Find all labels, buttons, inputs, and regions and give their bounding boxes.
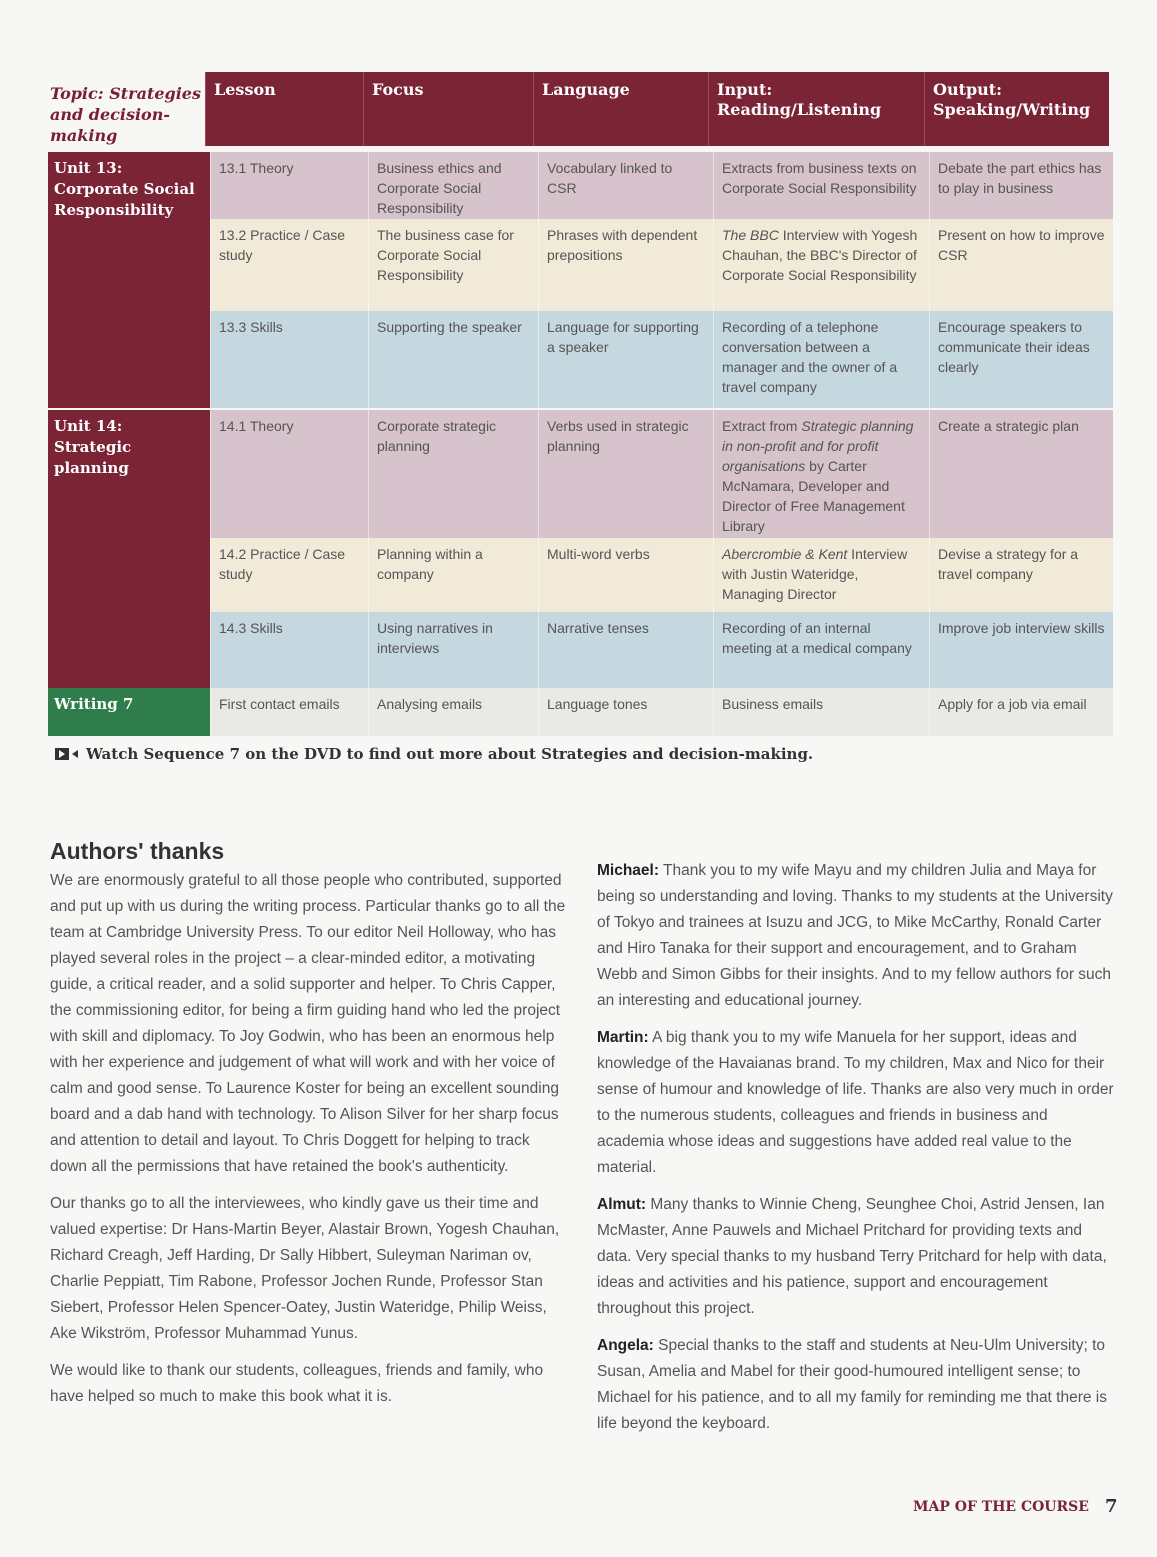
cell-lesson: 13.3 Skills [210, 311, 368, 408]
table-row [210, 688, 1113, 736]
header-focus: Focus [363, 72, 533, 146]
cell-output: Debate the part ethics has to play in business [929, 152, 1113, 219]
author-thanks: A big thank you to my wife Manuela for her support, ideas and knowledge of the Havaianas brand. To my children, Max and Nico for their sense of humour and knowledge of life. Thanks are also very much in order to the numerous students, colleagues and friends in business and academia whose ideas and suggestions have added real value to the material. [597, 1029, 1114, 1176]
table-row [210, 538, 1113, 612]
cell-language: Vocabulary linked to CSR [538, 152, 713, 219]
cell-lesson: 14.1 Theory [210, 410, 368, 538]
cell-output: Encourage speakers to communicate their ideas clearly [929, 311, 1113, 408]
author-thanks: Thank you to my wife Mayu and my children Julia and Maya for being so understanding and loving. Thanks to my students at the University of Tokyo and trainees at Isuzu and JCG, to Mike McCarthy, Ronald Carter and Hiro Tanaka for their support and encouragement, and to Graham Webb and Simon Gibbs for their insights. And to my fellow authors for such an interesting and educational journey. [597, 862, 1113, 1009]
thanks-left-column [50, 868, 568, 1421]
table-row [210, 612, 1113, 688]
cell-input: Business emails [713, 688, 929, 736]
cell-input: Extracts from business texts on Corporate Social Responsibility [713, 152, 929, 219]
unit13-title: Unit 13: Corporate Social Responsibility [48, 152, 210, 408]
cell-language: Language for supporting a speaker [538, 311, 713, 408]
author-thanks: Many thanks to Winnie Cheng, Seunghee Choi, Astrid Jensen, Ian McMaster, Anne Pauwels and Michael Pritchard for providing texts and data. Very special thanks to my husband Terry Pritchard for help with data, ideas and activities and his patience, support and encouragement throughout this project. [597, 1196, 1107, 1317]
cell-lesson: 13.2 Practice / Case study [210, 219, 368, 311]
author-thanks: Special thanks to the staff and students at Neu-Ulm University; to Susan, Amelia and Mabel for their good-humoured intelligent sense; to Michael for his patience, and to all my family for reminding me that there is life beyond the keyboard. [597, 1337, 1108, 1432]
writing7-title: Writing 7 [48, 688, 210, 736]
cell-input: Recording of an internal meeting at a medical company [713, 612, 929, 688]
thanks-paragraph: Our thanks go to all the interviewees, who kindly gave us their time and valued expertise: Dr Hans-Martin Beyer, Alastair Brown, Yogesh Chauhan, Richard Creagh, Jeff Harding, Dr Sally Hibbert, Suleyman Nariman ov, Charlie Peppiatt, Tim Rabone, Professor Jochen Runde, Professor Stan Siebert, Professor Helen Spencer-Oatey, Justin Wateridge, Philip Weiss, Ake Wikström, Professor Muhammad Yunus. [50, 1195, 560, 1342]
cell-focus: Business ethics and Corporate Social Responsibility [368, 152, 538, 219]
thanks-martin [597, 1025, 1117, 1181]
cell-output: Improve job interview skills [929, 612, 1113, 688]
header-input: Input: Reading/Listening [708, 72, 924, 146]
cell-input-pre: Extract from [722, 418, 802, 434]
unit14-title: Unit 14: Strategic planning [48, 410, 210, 688]
header-lesson: Lesson [205, 72, 363, 146]
header-language: Language [533, 72, 708, 146]
cell-language: Phrases with dependent prepositions [538, 219, 713, 311]
author-name: Almut: [597, 1196, 647, 1213]
cell-focus: Supporting the speaker [368, 311, 538, 408]
cell-input: Recording of a telephone conversation between a manager and the owner of a travel company [713, 311, 929, 408]
header-output: Output: Speaking/Writing [924, 72, 1109, 146]
thanks-paragraph: We are enormously grateful to all those people who contributed, supported and put up with us during the writing process. Particular thanks go to all the team at Cambridge University Press. To our editor Neil Holloway, who has played several roles in the project – a clear-minded editor, a motivating guide, a critical reader, and a solid supporter and helper. To Chris Capper, the commissioning editor, for being a firm guiding hand who led the project with skill and diplomacy. To Joy Godwin, who has been an enormous help with her experience and judgement of what will work and with her voice of calm and good sense. To Laurence Koster for being an excellent sounding board and a dab hand with technology. To Alison Silver for her sharp focus and attention to detail and layout. To Chris Doggett for helping to track down all the permissions that have retained the book's authenticity. [50, 872, 566, 1175]
cell-lesson: First contact emails [210, 688, 368, 736]
cell-output: Create a strategic plan [929, 410, 1113, 538]
cell-output: Apply for a job via email [929, 688, 1113, 736]
cell-output: Devise a strategy for a travel company [929, 538, 1113, 612]
author-name: Angela: [597, 1337, 654, 1354]
cell-input-italic: Strategic planning in non-profit and for profit organisations [722, 418, 914, 474]
table-row [210, 152, 1113, 219]
author-name: Michael: [597, 862, 660, 879]
cell-language: Multi-word verbs [538, 538, 713, 612]
cell-focus: Planning within a company [368, 538, 538, 612]
cell-lesson: 14.3 Skills [210, 612, 368, 688]
table-row [210, 219, 1113, 311]
topic-title: Topic: Strategies and decision-making [50, 84, 201, 145]
thanks-angela [597, 1333, 1117, 1437]
cell-output: Present on how to improve CSR [929, 219, 1113, 311]
dvd-note [55, 745, 813, 763]
cell-input [713, 219, 929, 311]
cell-input-italic: Abercrombie & Kent [722, 546, 848, 562]
dvd-note-text: Watch Sequence 7 on the DVD to find out more about Strategies and decision-making. [86, 745, 814, 763]
thanks-right-column [597, 858, 1117, 1448]
dvd-play-icon [55, 748, 69, 760]
cell-input-text: Interview with Yogesh Chauhan, the BBC's Director of Corporate Social Responsibility [722, 227, 918, 283]
thanks-michael [597, 858, 1117, 1014]
cell-input-text: Interview with Justin Wateridge, Managing Director [722, 546, 908, 602]
cell-lesson: 14.2 Practice / Case study [210, 538, 368, 612]
cell-input-italic: The BBC [722, 227, 779, 243]
cell-input [713, 410, 929, 538]
cell-input [713, 538, 929, 612]
table-row [210, 311, 1113, 408]
cell-focus: Using narratives in interviews [368, 612, 538, 688]
author-name: Martin: [597, 1029, 649, 1046]
cell-input-text: by Carter McNamara, Developer and Director of Free Management Library [722, 458, 905, 534]
footer-label: MAP OF THE COURSE [913, 1499, 1089, 1515]
thanks-paragraph: We would like to thank our students, colleagues, friends and family, who have helped so much to make this book what it is. [50, 1362, 544, 1405]
cell-lesson: 13.1 Theory [210, 152, 368, 219]
cell-focus: The business case for Corporate Social Responsibility [368, 219, 538, 311]
cell-focus: Analysing emails [368, 688, 538, 736]
cell-language: Narrative tenses [538, 612, 713, 688]
page-number: 7 [1105, 1496, 1118, 1517]
thanks-almut [597, 1192, 1117, 1322]
cell-focus: Corporate strategic planning [368, 410, 538, 538]
dvd-arrow-icon [72, 750, 78, 758]
table-row [210, 410, 1113, 538]
cell-language: Language tones [538, 688, 713, 736]
cell-language: Verbs used in strategic planning [538, 410, 713, 538]
thanks-title: Authors' thanks [50, 838, 225, 864]
